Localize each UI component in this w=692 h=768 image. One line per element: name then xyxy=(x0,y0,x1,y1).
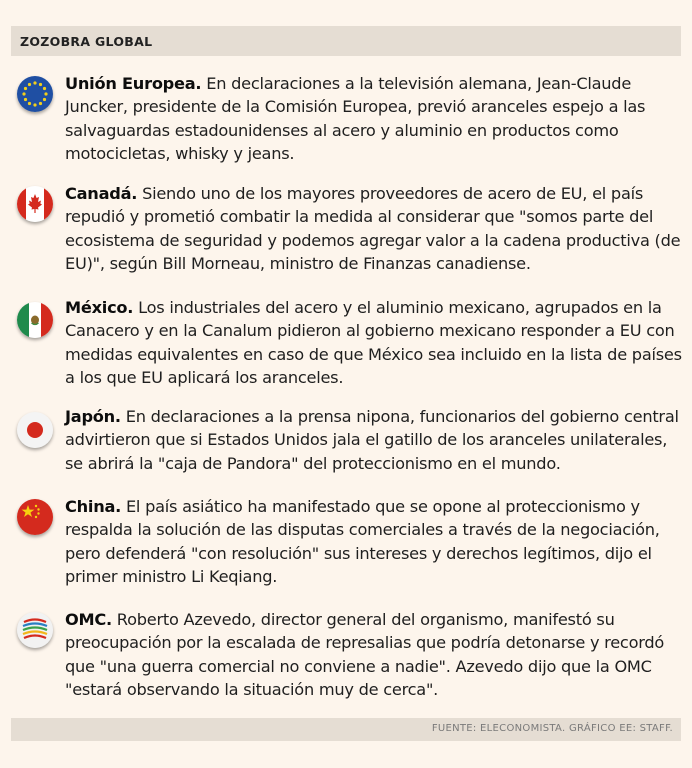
entry-body: Los industriales del acero y el aluminio mexicano, agrupados en la Canacero y en la Canalum pidieron al gobierno mexicano responder a EU con medidas equivalentes en caso de que México sea incluido en la lista de países a los que EU aplicará los aranceles. xyxy=(65,298,682,388)
footer-bar xyxy=(11,718,681,741)
entry-body: Siendo uno de los mayores proveedores de acero de EU, el país repudió y prometió combatir la medida al considerar que "somos parte del ecosistema de seguridad y podemos agregar valor a la cadena productiva (de EU)", según Bill Morneau, ministro de Finanzas canadiense. xyxy=(65,184,681,274)
entry-canada xyxy=(14,182,682,278)
entry-text xyxy=(65,405,685,475)
china-flag-icon xyxy=(17,499,53,535)
entry-japan xyxy=(14,405,682,477)
entry-omc xyxy=(14,608,682,704)
entry-text xyxy=(65,608,685,702)
entry-body: En declaraciones a la televisión alemana, Jean-Claude Juncker, presidente de la Comisión Europea, previó aranceles espejo a las salvaguardas estadounidenses al acero y aluminio en productos como motocicletas, whisky y jeans. xyxy=(65,74,646,164)
entry-mexico xyxy=(14,296,682,392)
entry-china xyxy=(14,495,682,591)
section-title: ZOZOBRA GLOBAL xyxy=(20,34,153,49)
entry-name: Japón. xyxy=(65,407,121,426)
entry-name: Unión Europea. xyxy=(65,74,202,93)
entry-body: Roberto Azevedo, director general del organismo, manifestó su preocupación por la escalada de represalias que podría detonarse y recordó que "una guerra comercial no conviene a nadie". Azevedo dijo que la OMC "estará observando la situación muy de cerca". xyxy=(65,610,665,700)
entry-body: El país asiático ha manifestado que se opone al proteccionismo y respalda la solución de las disputas comerciales a través de la negociación, pero defenderá "con resolución" sus intereses y derechos legítimos, dijo el primer ministro Li Keqiang. xyxy=(65,497,660,587)
entry-text xyxy=(65,495,685,589)
mexico-flag-icon xyxy=(17,302,53,338)
source-credit: FUENTE: ELECONOMISTA. GRÁFICO EE: STAFF. xyxy=(431,723,673,734)
entry-eu xyxy=(14,72,682,168)
entry-name: China. xyxy=(65,497,122,516)
entry-name: México. xyxy=(65,298,134,317)
entry-text xyxy=(65,72,685,166)
entry-name: OMC. xyxy=(65,610,112,629)
wto-logo-icon xyxy=(17,612,53,648)
japan-flag-icon xyxy=(17,412,53,448)
entry-body: En declaraciones a la prensa nipona, funcionarios del gobierno central advirtieron que si Estados Unidos jala el gatillo de los aranceles unilaterales, se abrirá la "caja de Pandora" del proteccionismo en el mundo. xyxy=(65,407,679,473)
entry-text xyxy=(65,182,685,276)
entry-text xyxy=(65,296,685,390)
eu-flag-icon xyxy=(17,76,53,112)
entry-name: Canadá. xyxy=(65,184,138,203)
canada-flag-icon xyxy=(17,186,53,222)
header-bar xyxy=(11,26,681,56)
